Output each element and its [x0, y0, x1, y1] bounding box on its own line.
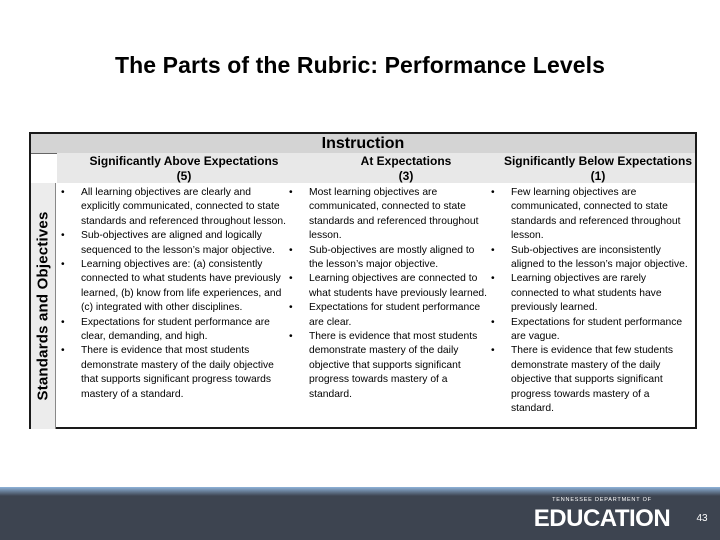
column-header-at-score: (3) [398, 169, 414, 183]
criteria-list-above [57, 186, 289, 402]
list-item: • Sub-objectives are mostly aligned to the lesson’s major objective. [285, 244, 491, 273]
column-header-below [501, 153, 695, 183]
column-body-above [57, 186, 289, 402]
rubric-title: Instruction [31, 134, 695, 154]
list-item: • Sub-objectives are aligned and logically sequenced to the lesson’s major objective. [57, 229, 289, 258]
column-header-below-score: (1) [590, 169, 606, 183]
side-label: Standards and Objectives [34, 211, 52, 401]
column-body-at [285, 186, 491, 402]
list-item: • Few learning objectives are communicated, connected to state standards and referenced throughout lesson. [487, 186, 693, 244]
list-item: • Expectations for student performance are clear, demanding, and high. [57, 316, 289, 345]
column-header-above-label: Significantly Above Expectations [89, 154, 279, 168]
list-item: • Learning objectives are connected to what students have previously learned. [285, 272, 491, 301]
column-header-at-label: At Expectations [360, 154, 452, 168]
list-item: • Learning objectives are: (a) consistently connected to what students have previously learned, (b) know from life experiences, and (c) integrated with other disciplines. [57, 258, 289, 316]
list-item: • There is evidence that few students demonstrate mastery of the daily objective that supports significant progress towards mastery of a standard. [487, 344, 693, 416]
column-header-above [57, 153, 311, 183]
slide-title: The Parts of the Rubric: Performance Levels [115, 52, 605, 78]
column-body-below [487, 186, 693, 417]
list-item: • Expectations for student performance are vague. [487, 316, 693, 345]
criteria-list-at [285, 186, 491, 402]
column-header-above-score: (5) [176, 169, 192, 183]
column-header-below-label: Significantly Below Expectations [503, 154, 693, 168]
list-item: • Learning objectives are rarely connected to what students have previously learned. [487, 272, 693, 315]
education-logo: EDUCATION [533, 505, 671, 532]
list-item: • All learning objectives are clearly and explicitly communicated, connected to state standards and referenced throughout lesson. [57, 186, 289, 229]
rubric-table [29, 132, 697, 429]
list-item: • Expectations for student performance are clear. [285, 301, 491, 330]
slide-number: 43 [696, 513, 708, 524]
column-header-at [311, 153, 501, 183]
list-item: • Sub-objectives are inconsistently aligned to the lesson’s major objective. [487, 244, 693, 273]
list-item: • Most learning objectives are communicated, connected to state standards and referenced throughout lesson. [285, 186, 491, 244]
criteria-list-below [487, 186, 693, 417]
logo-subtitle: TENNESSEE DEPARTMENT OF [552, 497, 652, 503]
side-label-cell [31, 183, 56, 429]
footer-accent [0, 487, 720, 496]
list-item: • There is evidence that most students demonstrate mastery of the daily objective that supports significant progress towards mastery of a standard. [57, 344, 289, 402]
list-item: • There is evidence that most students demonstrate mastery of the daily objective that supports significant progress towards mastery of a standard. [285, 330, 491, 402]
